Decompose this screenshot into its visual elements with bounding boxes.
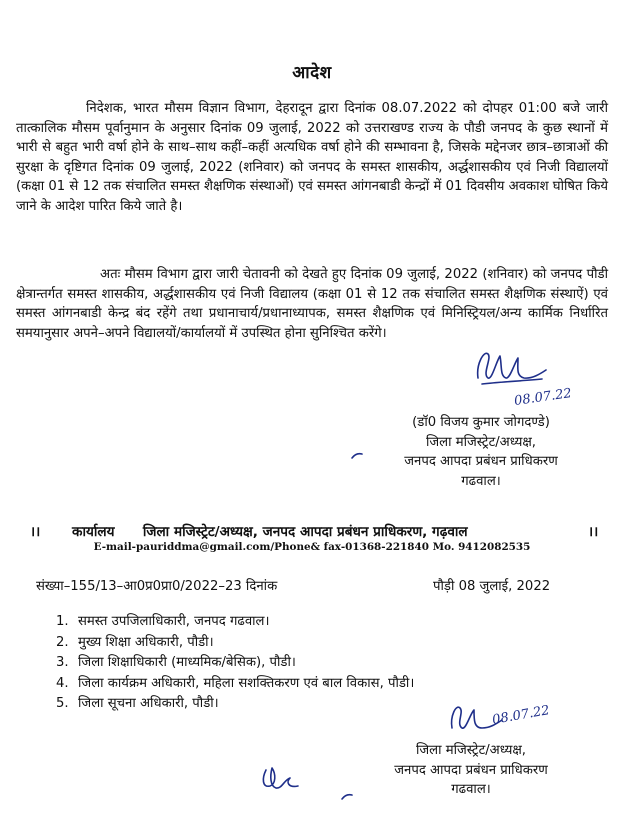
initials-mark: [256, 764, 306, 794]
office-bar-left: ।।: [30, 524, 41, 540]
office-bar-right: ।।: [588, 524, 599, 540]
endorsement-designation: जिला मजिस्ट्रेट/अध्यक्ष,: [415, 743, 527, 758]
office-heading-text: कार्यालय जिला मजिस्ट्रेट/अध्यक्ष, जनपद आपदा प्रबंधन प्राधिकरण, गढ़वाल: [72, 524, 468, 540]
ink-tick-mark: [350, 450, 364, 462]
signatory-designation: जिला मजिस्ट्रेट/अध्यक्ष,: [425, 434, 537, 450]
ink-tick-mark: [340, 790, 354, 802]
signature-mark: [470, 344, 550, 388]
reference-number: संख्या–155/13–आ0प्र0प्रा0/2022–23 दिनांक: [36, 579, 278, 594]
endorsement-signature-date: 08.07.22: [491, 703, 551, 728]
list-item: 2. मुख्य शिक्षा अधिकारी, पौडी।: [56, 634, 214, 650]
signatory-name: (डॉ0 विजय कुमार जोगदण्डे): [412, 415, 550, 430]
recipients-list: [56, 612, 596, 715]
order-paragraph-2: अतः मौसम विभाग द्वारा जारी चेतावनी को देखते हुए दिनांक 09 जुलाई, 2022 (शनिवार) को जनपद पौडी क्षेत्रान्तर्गत समस्त शासकीय, अर्द्धशासकीय एवं निजी विद्यालय (कक्षा 01 से 12 तक संचालित समस्त शैक्षणिक संस्थाऐं) एवं समस्त आंगनबाडी केन्द्र बंद रहेंगे तथा प्रधानाचार्य/प्रधानाध्यापक, समस्त शैक्षणिक एवं मिनिस्ट्रियल/अन्य कार्मिक निर्धारित समयानुसार अपने–अपने विद्यालयों/कार्यालयों में उपस्थित होना सुनिश्चित करेंगे।: [16, 267, 608, 341]
endorsement-region: गढवाल।: [451, 782, 491, 798]
list-item: 4. जिला कार्यक्रम अधिकारी, महिला सशक्तिकरण एवं बाल विकास, पौडी।: [56, 675, 415, 691]
endorsement-authority: जनपद आपदा प्रबंधन प्राधिकरण: [394, 762, 548, 778]
signatory-region: गढवाल।: [461, 473, 501, 489]
office-contact: E-mail-pauriddma@gmail.com/Phone& fax-01368-221840 Mo. 9412082535: [93, 541, 531, 553]
signature-date: 08.07.22: [513, 386, 573, 409]
signatory-authority: जनपद आपदा प्रबंधन प्राधिकरण: [404, 454, 558, 470]
endorsement-block: [366, 741, 576, 800]
order-paragraph-1: निदेशक, भारत मौसम विज्ञान विभाग, देहरादून द्वारा दिनांक 08.07.2022 को दोपहर 01:00 बजे जारी तात्कालिक मौसम पूर्वानुमान के अनुसार दिनांक 09 जुलाई, 2022 को उत्तराखण्ड राज्य के पौडी जनपद के कुछ स्थानों में भारी से बहुत भारी वर्षा होने के साथ–साथ कहीं–कहीं अत्यधिक वर्षा होने की सम्भावना है, जिसके मद्देनजर छात्र–छात्राओं की सुरक्षा के दृष्टिगत दिनांक 09 जुलाई, 2022 (शनिवार) को जनपद के समस्त शासकीय, अर्द्धशासकीय एवं निजी विद्यालयों (कक्षा 01 से 12 तक संचालित समस्त शैक्षणिक संस्थाओं) एवं समस्त आंगनबाडी केन्द्रों में 01 दिवसीय अवकाश घोषित किये जाने के आदेश पारित किये जाते है।: [16, 101, 608, 214]
list-item: 5. जिला सूचना अधिकारी, पौडी।: [56, 696, 219, 712]
order-title: आदेश: [292, 63, 332, 83]
signatory-block: [376, 413, 586, 491]
list-item: 3. जिला शिक्षाधिकारी (माध्यमिक/बेसिक), पौडी।: [56, 655, 296, 671]
list-item: 1. समस्त उपजिलाधिकारी, जनपद गढवाल।: [56, 614, 270, 629]
reference-place-date: पौड़ी 08 जुलाई, 2022: [433, 579, 551, 594]
